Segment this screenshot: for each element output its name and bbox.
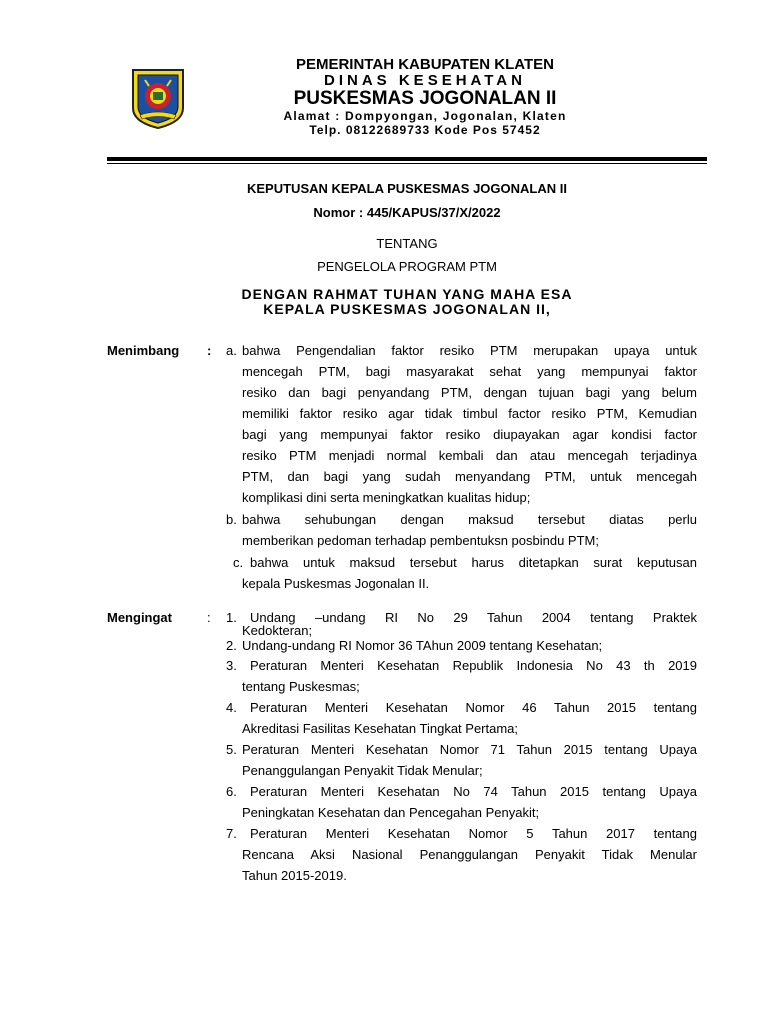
- mengingat-marker-4: 4.: [226, 700, 237, 715]
- mengingat-marker-5: 5.: [226, 742, 237, 757]
- menimbang-a-line-8: komplikasi dini serta meningkatkan kualitas hidup;: [242, 490, 531, 505]
- mengingat-7-line-3: Tahun 2015-2019.: [242, 868, 347, 883]
- mengingat-colon: :: [207, 610, 211, 625]
- letterhead-rule-thin: [107, 163, 707, 164]
- menimbang-a-line-6: resiko PTM menjadi normal kembali dan atau mencegah terjadinya: [242, 448, 697, 463]
- mengingat-3-line-2: tentang Puskesmas;: [242, 679, 360, 694]
- menimbang-c-line-2: kepala Puskesmas Jogonalan II.: [242, 576, 430, 591]
- menimbang-marker-a: a.: [226, 343, 237, 358]
- mengingat-1-line-2: Kedokteran;: [242, 623, 313, 638]
- mengingat-marker-3: 3.: [226, 658, 237, 673]
- menimbang-marker-b: b.: [226, 512, 237, 527]
- menimbang-a-line-4: memiliki faktor resiko agar tidak timbul factor resiko PTM, Kemudian: [242, 406, 697, 421]
- gov-name: PEMERINTAH KABUPATEN KLATEN: [295, 56, 555, 73]
- mengingat-4-line-1: Peraturan Menteri Kesehatan Nomor 46 Tahun 2015 tentang: [250, 700, 697, 715]
- mengingat-marker-1: 1.: [226, 610, 237, 625]
- menimbang-a-line-7: PTM, dan bagi yang sudah menyandang PTM, untuk mencegah: [242, 469, 697, 484]
- mengingat-marker-6: 6.: [226, 784, 237, 799]
- mengingat-7-line-1: Peraturan Menteri Kesehatan Nomor 5 Tahun 2017 tentang: [250, 826, 697, 841]
- mengingat-6-line-1: Peraturan Menteri Kesehatan No 74 Tahun 2015 tentang Upaya: [250, 784, 697, 799]
- mengingat-marker-7: 7.: [226, 826, 237, 841]
- invocation-line-1: DENGAN RAHMAT TUHAN YANG MAHA ESA: [241, 286, 573, 302]
- mengingat-5-line-1: Peraturan Menteri Kesehatan Nomor 71 Tahun 2015 tentang Upaya: [242, 742, 697, 757]
- menimbang-a-line-5: bagi yang mempunyai faktor resiko diupayakan agar kondisi factor: [242, 427, 697, 442]
- menimbang-marker-c: c.: [233, 555, 244, 570]
- menimbang-a-line-2: mencegah PTM, bagi masyarakat sehat yang mempunyai faktor: [242, 364, 697, 379]
- mengingat-6-line-2: Peningkatan Kesehatan dan Pencegahan Penyakit;: [242, 805, 540, 820]
- decree-subject: PENGELOLA PROGRAM PTM: [317, 259, 497, 274]
- about-heading: TENTANG: [376, 236, 438, 251]
- mengingat-2-line-1: Undang-undang RI Nomor 36 TAhun 2009 tentang Kesehatan;: [242, 638, 603, 653]
- invocation-line-2: KEPALA PUSKESMAS JOGONALAN II,: [263, 301, 551, 317]
- decree-title: KEPUTUSAN KEPALA PUSKESMAS JOGONALAN II: [247, 181, 567, 196]
- letterhead-rule-thick: [107, 157, 707, 161]
- mengingat-marker-2: 2.: [226, 638, 237, 653]
- mengingat-7-line-2: Rencana Aksi Nasional Penanggulangan Penyakit Tidak Menular: [242, 847, 697, 862]
- department-name: DINAS KESEHATAN: [324, 72, 526, 89]
- decree-number: Nomor : 445/KAPUS/37/X/2022: [313, 205, 501, 220]
- mengingat-4-line-2: Akreditasi Fasilitas Kesehatan Tingkat Pertama;: [242, 721, 519, 736]
- menimbang-colon: :: [207, 343, 212, 358]
- menimbang-b-line-1: bahwa sehubungan dengan maksud tersebut diatas perlu: [242, 512, 697, 527]
- phone-line: Telp. 08122689733 Kode Pos 57452: [309, 123, 541, 137]
- menimbang-b-line-2: memberikan pedoman terhadap pembentuksn posbindu PTM;: [242, 533, 599, 548]
- menimbang-label: Menimbang: [107, 343, 180, 358]
- mengingat-label: Mengingat: [107, 610, 172, 625]
- mengingat-3-line-1: Peraturan Menteri Kesehatan Republik Indonesia No 43 th 2019: [250, 658, 697, 673]
- institution-name: PUSKESMAS JOGONALAN II: [293, 88, 557, 109]
- menimbang-a-line-1: bahwa Pengendalian faktor resiko PTM merupakan upaya untuk: [242, 343, 697, 358]
- kabupaten-klaten-emblem-logo: [131, 68, 185, 130]
- menimbang-c-line-1: bahwa untuk maksud tersebut harus ditetapkan surat keputusan: [250, 555, 697, 570]
- mengingat-1-line-1: Undang –undang RI No 29 Tahun 2004 tentang Praktek: [250, 610, 697, 625]
- address-line: Alamat : Dompyongan, Jogonalan, Klaten: [283, 109, 567, 123]
- mengingat-5-line-2: Penanggulangan Penyakit Tidak Menular;: [242, 763, 483, 778]
- menimbang-a-line-3: resiko dan bagi penyandang PTM, dengan tujuan bagi yang belum: [242, 385, 697, 400]
